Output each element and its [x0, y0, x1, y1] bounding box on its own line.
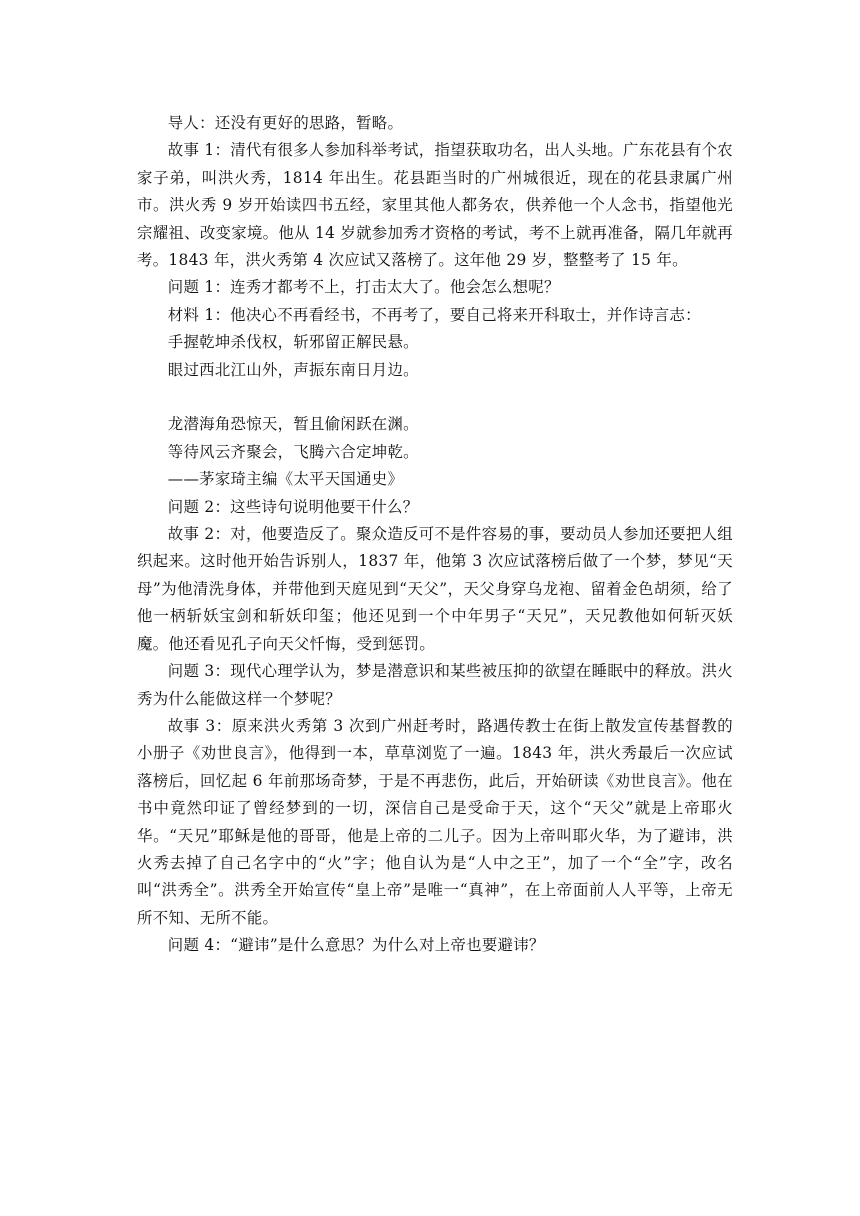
- poem-line-2: 眼过西北江山外，声振东南日月边。: [167, 360, 419, 379]
- blank-line: [137, 384, 733, 411]
- question-1-paragraph: 问题 1：连秀才都考不上，打击太大了。他会怎么想呢？: [167, 278, 560, 297]
- poem-source: ——茅家琦主编《太平天国通史》: [167, 470, 404, 489]
- poem-line-4: 等待风云齐聚会，飞腾六合定坤乾。: [167, 442, 419, 461]
- intro-paragraph: 导人：还没有更好的思路，暂略。: [167, 114, 404, 132]
- question-3-paragraph: 问题 3：现代心理学认为，梦是潜意识和某些被压抑的欲望在睡眠中的释放。洪火秀为什么能做这样一个梦呢？: [137, 662, 733, 708]
- story-2-paragraph: 故事 2：对，他要造反了。聚众造反可不是件容易的事，要动员人参加还要把人组织起来。这时他开始告诉别人，1837 年，他第 3 次应试落榜后做了一个梦，梦见“天母”为他清洗身体，并带他到天庭见到“天父”，天父身穿乌龙袍、留着金色胡须，给了他一柄斩妖宝剑和斩妖印玺；他还见到一个中年男子“天兄”，天兄教他如何斩灭妖魔。他还看见孔子向天父忏悔，受到惩罚。: [137, 525, 733, 653]
- story-1-paragraph: 故事 1：清代有很多人参加科举考试，指望获取功名，出人头地。广东花县有个农家子弟，叫洪火秀，1814 年出生。花县距当时的广州城很近，现在的花县隶属广州市。洪火秀 9 岁开始读四书五经，家里其他人都务农，供养他一个人念书，指望他光宗耀祖、改变家境。他从 14 岁就参加秀才资格的考试，考不上就再准备，隔几年就再考。1843 年，洪火秀第 4 次应试又落榜了。这年他 29 岁，整整考了 15 年。: [137, 141, 733, 270]
- story-3-paragraph: 故事 3：原来洪火秀第 3 次到广州赶考时，路遇传教士在街上散发宣传基督教的小册子《劝世良言》，他得到一本，草草浏览了一遍。1843 年，洪火秀最后一次应试落榜后，回忆起 6 年前那场奇梦，于是不再悲伤，此后，开始研读《劝世良言》。他在书中竟然印证了曾经梦到的一切，深信自己是受命于天，这个“天父”就是上帝耶火华。“天兄”耶稣是他的哥哥，他是上帝的二儿子。因为上帝叫耶火华，为了避讳，洪火秀去掉了自己名字中的“火”字；他自认为是“人中之王”，加了一个“全”字，改名叫“洪秀全”。洪秀全开始宣传“皇上帝”是唯一“真神”，在上帝面前人人平等，上帝无所不知、无所不能。: [137, 716, 733, 927]
- question-4-paragraph: 问题 4：“避讳”是什么意思？为什么对上帝也要避讳？: [167, 936, 545, 955]
- material-1-paragraph: 材料 1：他决心不再看经书，不再考了，要自己将来开科取士，并作诗言志：: [167, 305, 701, 324]
- poem-line-1: 手握乾坤杀伐权，斩邪留正解民悬。: [167, 333, 419, 352]
- poem-line-3: 龙潜海角恐惊天，暂且偷闲跃在渊。: [167, 415, 419, 434]
- question-2-paragraph: 问题 2：这些诗句说明他要干什么？: [167, 497, 419, 516]
- document-body: [137, 110, 733, 960]
